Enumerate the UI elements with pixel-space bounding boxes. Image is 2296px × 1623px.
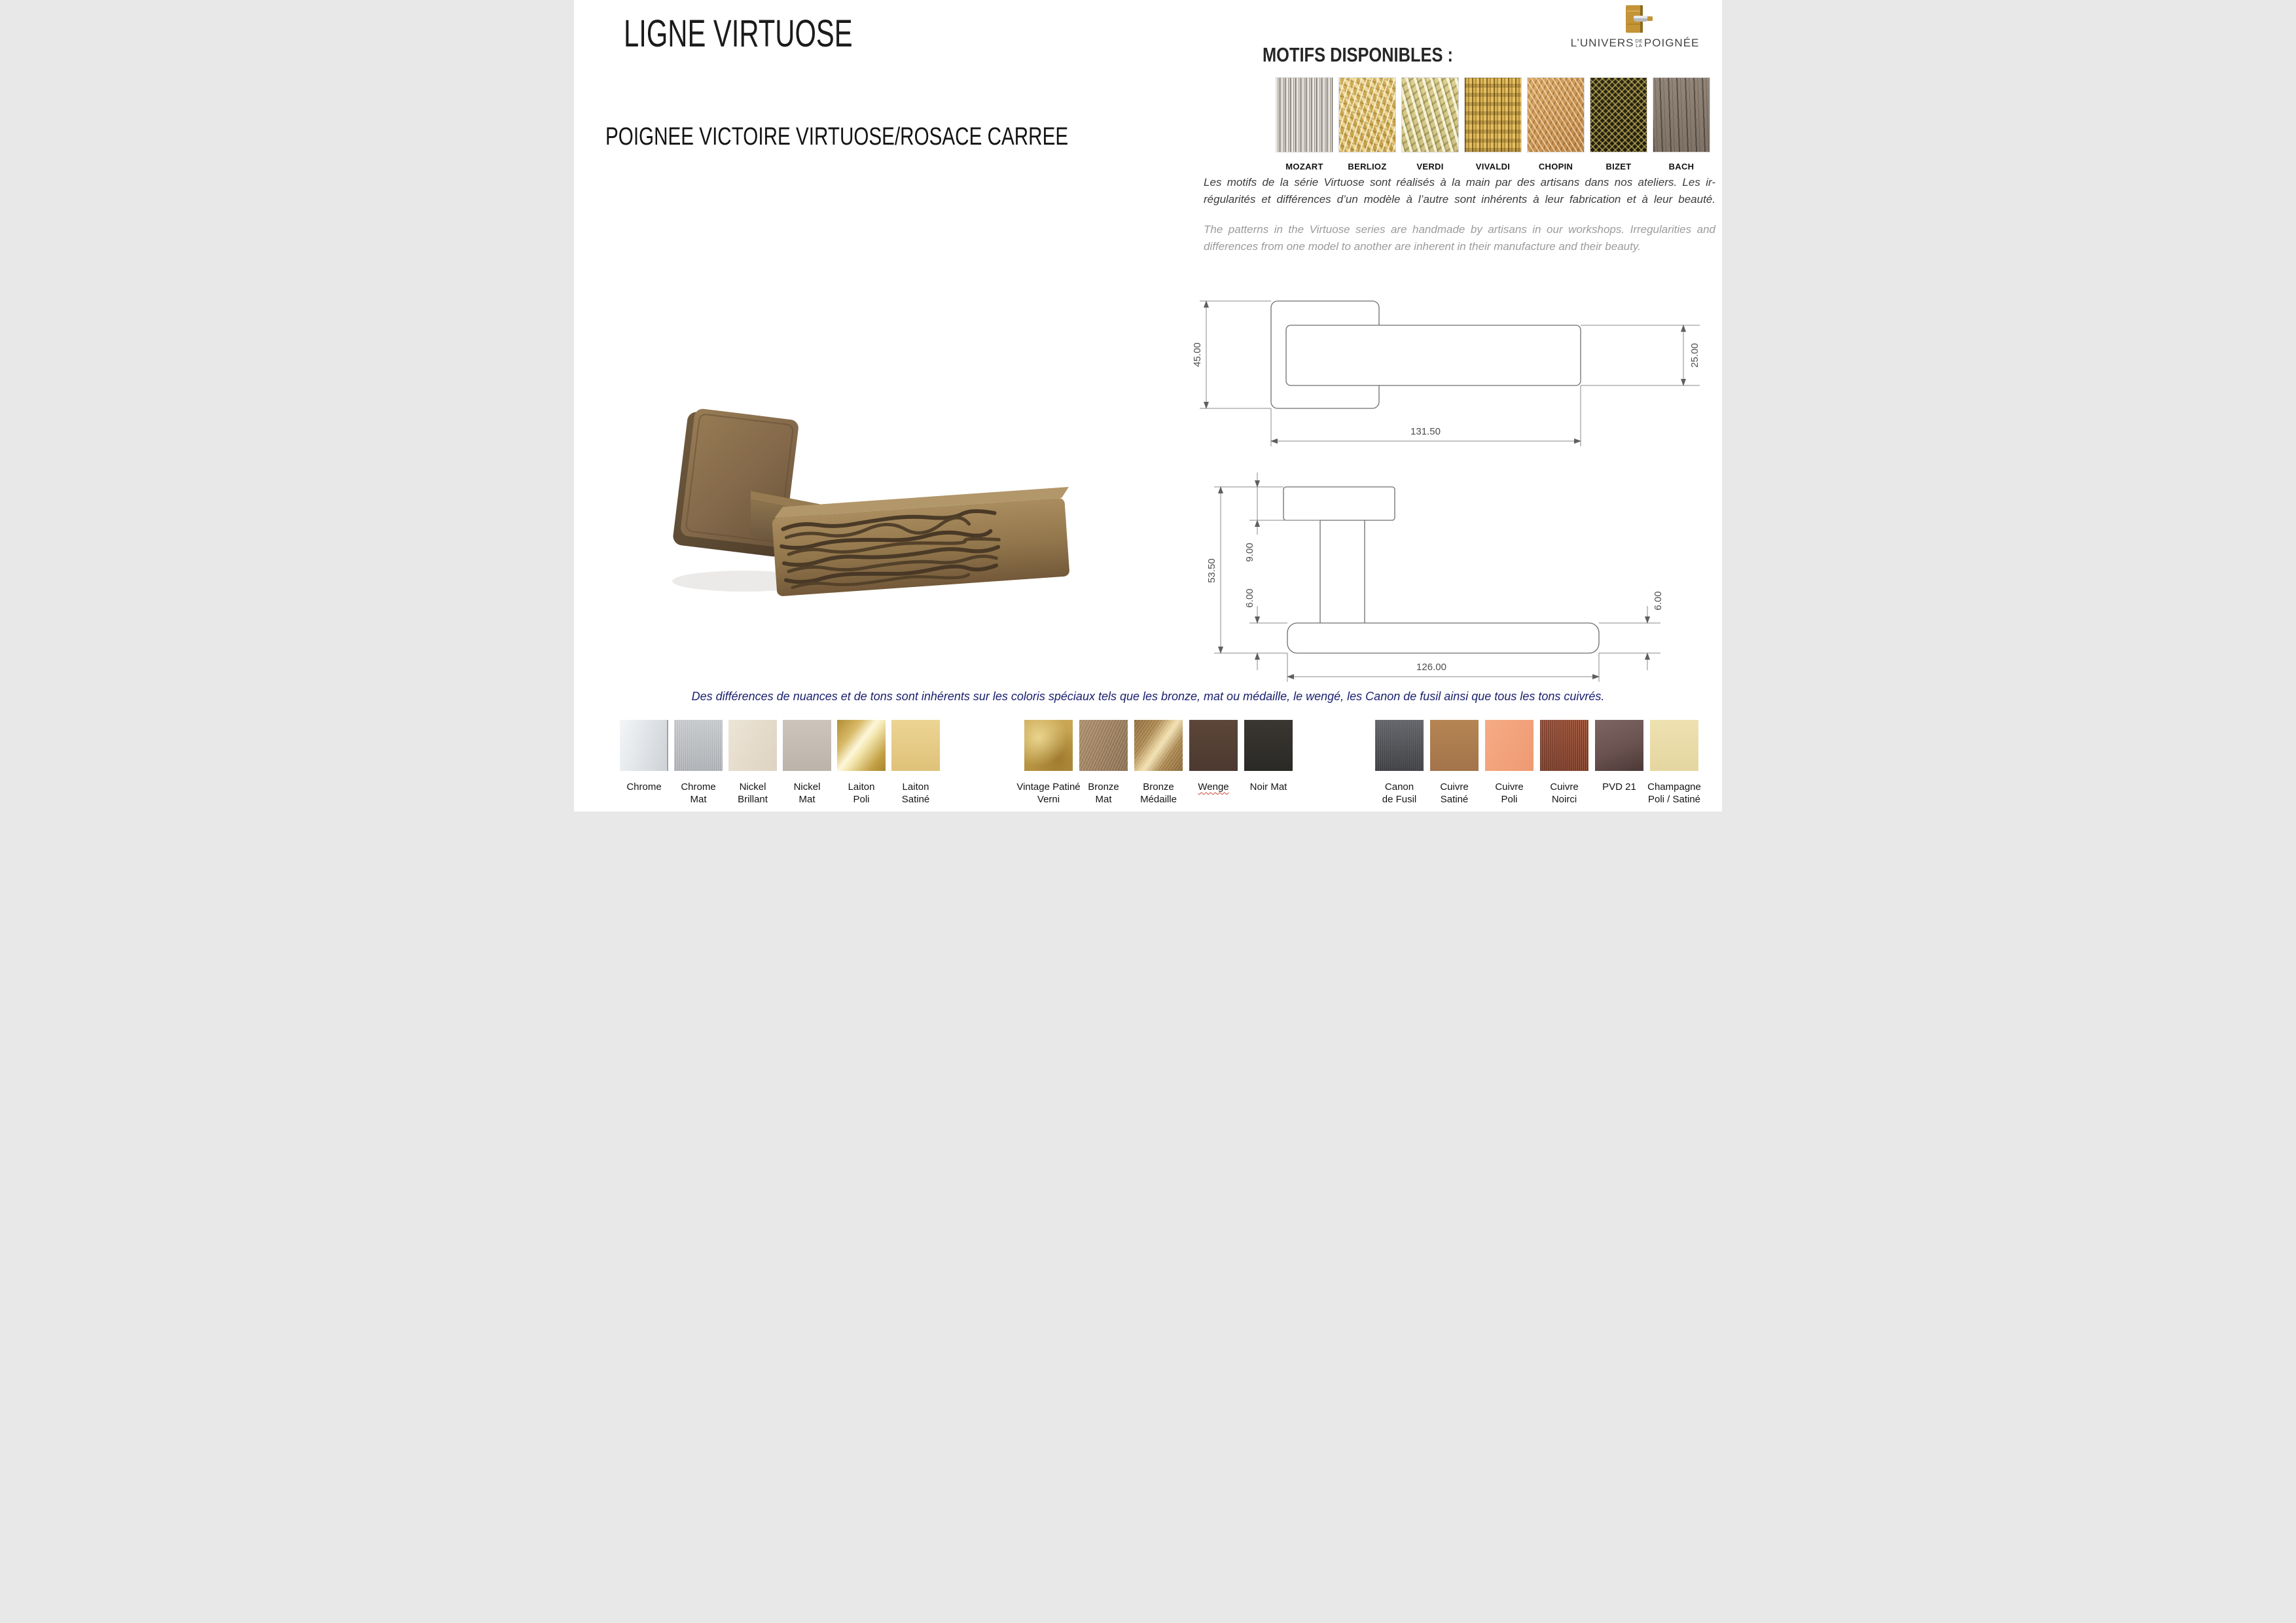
motif-item-bach <box>1653 77 1710 171</box>
finish-label: Wenge <box>1198 781 1229 793</box>
finish-item-noir-mat <box>1244 720 1293 806</box>
finish-group-standard <box>620 720 940 806</box>
finish-item-laiton-satine <box>891 720 940 806</box>
motif-swatch-vivaldi <box>1464 77 1522 152</box>
finish-item-nickel-mat <box>783 720 831 806</box>
motif-item-vivaldi <box>1464 77 1522 171</box>
brand-logo-text <box>1553 37 1717 50</box>
motif-label: VERDI <box>1416 162 1444 171</box>
brand-word-de: DE <box>1635 37 1643 44</box>
motif-swatches-row <box>1276 77 1710 171</box>
finish-swatch-vintage-patine <box>1024 720 1073 771</box>
finish-group-copper <box>1375 720 1701 806</box>
finish-item-pvd-21 <box>1595 720 1643 806</box>
photo-lever <box>771 487 1075 596</box>
technical-drawing-side-view <box>1183 473 1706 690</box>
brand-word-poignee: POIGNÉE <box>1643 37 1700 49</box>
finish-item-canon-de-fusil <box>1375 720 1424 806</box>
finish-swatch-nickel-mat <box>783 720 831 771</box>
finish-item-wenge <box>1189 720 1238 806</box>
finish-item-cuivre-satine <box>1430 720 1479 806</box>
dim-lever-height-label: 25.00 <box>1689 343 1700 368</box>
description-english <box>1204 221 1715 256</box>
dimension-45 <box>1192 301 1271 408</box>
finish-swatch-bronze-mat <box>1079 720 1128 771</box>
brand-logo <box>1553 4 1717 50</box>
dim-rosette-thickness-label: 9.00 <box>1244 543 1255 562</box>
technical-drawing-front-view <box>1183 281 1706 471</box>
finish-label: Cuivre Poli <box>1495 781 1524 805</box>
finish-label: Chrome Mat <box>681 781 716 805</box>
motifs-heading: MOTIFS DISPONIBLES : <box>1263 43 1453 66</box>
motif-label: BERLIOZ <box>1348 162 1387 171</box>
finish-swatch-canon-de-fusil <box>1375 720 1424 771</box>
finish-swatch-pvd-21 <box>1595 720 1643 771</box>
finish-label: Laiton Poli <box>848 781 875 805</box>
motif-swatch-mozart <box>1276 77 1333 152</box>
finish-label: Noir Mat <box>1249 781 1287 793</box>
motif-swatch-berlioz <box>1338 77 1396 152</box>
dimension-6-left <box>1244 588 1287 670</box>
dimension-131-50 <box>1271 385 1581 446</box>
finish-label: Nickel Brillant <box>738 781 768 805</box>
finish-item-laiton-poli <box>837 720 886 806</box>
motif-label: VIVALDI <box>1475 162 1511 171</box>
dimension-53-50 <box>1206 487 1287 653</box>
finish-swatch-champagne <box>1650 720 1698 771</box>
finish-swatch-chrome-mat <box>674 720 723 771</box>
finish-swatch-cuivre-satine <box>1430 720 1479 771</box>
motif-label: BACH <box>1668 162 1695 171</box>
finish-swatch-cuivre-poli <box>1485 720 1534 771</box>
description-english-line2: differences from one model to another are inherent in their manufacture and their beauty. <box>1204 240 1641 253</box>
dim-length-label: 131.50 <box>1410 426 1441 437</box>
finish-label: Champagne Poli / Satiné <box>1647 781 1701 805</box>
motif-swatch-chopin <box>1527 77 1585 152</box>
finish-label: Canon de Fusil <box>1382 781 1417 805</box>
description-french <box>1204 174 1715 209</box>
dim-lever-right-label: 6.00 <box>1653 591 1664 611</box>
motif-item-berlioz <box>1338 77 1396 171</box>
motif-item-bizet <box>1590 77 1647 171</box>
brand-word-la: LA <box>1636 43 1643 48</box>
finish-label: Bronze Médaille <box>1140 781 1177 805</box>
finish-label: Cuivre Noirci <box>1550 781 1579 805</box>
finish-item-chrome-mat <box>674 720 723 806</box>
finish-item-bronze-medaille <box>1134 720 1183 806</box>
finish-label: Vintage Patiné Verni <box>1016 781 1081 805</box>
finish-label: Laiton Satiné <box>901 781 930 805</box>
dimension-25 <box>1581 325 1700 385</box>
motif-swatch-bach <box>1653 77 1710 152</box>
brand-word-univers: L’UNIVERS <box>1570 37 1634 49</box>
finish-item-cuivre-poli <box>1485 720 1534 806</box>
product-photo-handle <box>646 385 1104 660</box>
motif-label: BIZET <box>1605 162 1632 171</box>
finish-item-bronze-mat <box>1079 720 1128 806</box>
finish-label: Chrome <box>626 781 662 793</box>
color-variation-note: Des différences de nuances et de tons sont inhérents sur les coloris spéciaux tels que les bronze, mat ou médaille, le wengé, les Canon de fusil ainsi que tous les tons cuivrés. <box>691 690 1605 703</box>
finish-swatch-nickel-brillant <box>728 720 777 771</box>
dimension-126 <box>1287 653 1599 682</box>
finish-swatch-laiton-satine <box>891 720 940 771</box>
motif-item-mozart <box>1276 77 1333 171</box>
finish-item-champagne <box>1647 720 1701 806</box>
dim-side-length-label: 126.00 <box>1416 662 1446 673</box>
finish-swatch-cuivre-noirci <box>1540 720 1588 771</box>
motif-item-verdi <box>1401 77 1459 171</box>
finish-swatch-laiton-poli <box>837 720 886 771</box>
finish-swatch-bronze-medaille <box>1134 720 1183 771</box>
motif-swatch-verdi <box>1401 77 1459 152</box>
description-french-line2: régularités et différences d’un modèle à l’autre sont inhérents à leur fabrication et à leur beauté. <box>1204 193 1715 206</box>
door-handle-logo-icon <box>1614 4 1656 35</box>
motif-label: CHOPIN <box>1538 162 1573 171</box>
finish-swatch-chrome <box>620 720 668 771</box>
motif-label: MOZART <box>1285 162 1323 171</box>
dimension-9 <box>1244 473 1320 562</box>
finish-label: Nickel Mat <box>793 781 821 805</box>
finish-group-bronze <box>1016 720 1293 806</box>
motif-swatch-bizet <box>1590 77 1647 152</box>
lever-outline <box>1286 325 1581 385</box>
motif-item-chopin <box>1527 77 1585 171</box>
brand-word-de-la <box>1635 39 1642 48</box>
catalog-page <box>574 0 1722 812</box>
rosette-side-outline <box>1283 487 1395 520</box>
finish-label: Bronze Mat <box>1088 781 1119 805</box>
finish-label: PVD 21 <box>1602 781 1636 793</box>
finish-swatch-noir-mat <box>1244 720 1293 771</box>
dimension-6-right <box>1599 591 1664 670</box>
product-title: POIGNEE VICTOIRE VIRTUOSE/ROSACE CARREE <box>605 123 1069 151</box>
lever-side-outline <box>1287 623 1599 653</box>
finish-label: Cuivre Satiné <box>1440 781 1469 805</box>
dim-lever-left-label: 6.00 <box>1244 588 1255 608</box>
finish-item-vintage-patine <box>1016 720 1081 806</box>
description-french-line1: Les motifs de la série Virtuose sont réalisés à la main par des artisans dans nos ateliers. Les ir- <box>1204 176 1715 188</box>
dim-total-label: 53.50 <box>1206 558 1217 583</box>
dim-height-label: 45.00 <box>1192 342 1203 367</box>
page-title: LIGNE VIRTUOSE <box>624 12 853 55</box>
finish-item-cuivre-noirci <box>1540 720 1588 806</box>
finish-item-chrome <box>620 720 668 806</box>
description-english-line1: The patterns in the Virtuose series are handmade by artisans in our workshops. Irregularities and <box>1204 223 1715 236</box>
stem-outline <box>1320 520 1365 623</box>
finish-item-nickel-brillant <box>728 720 777 806</box>
finish-swatch-wenge <box>1189 720 1238 771</box>
